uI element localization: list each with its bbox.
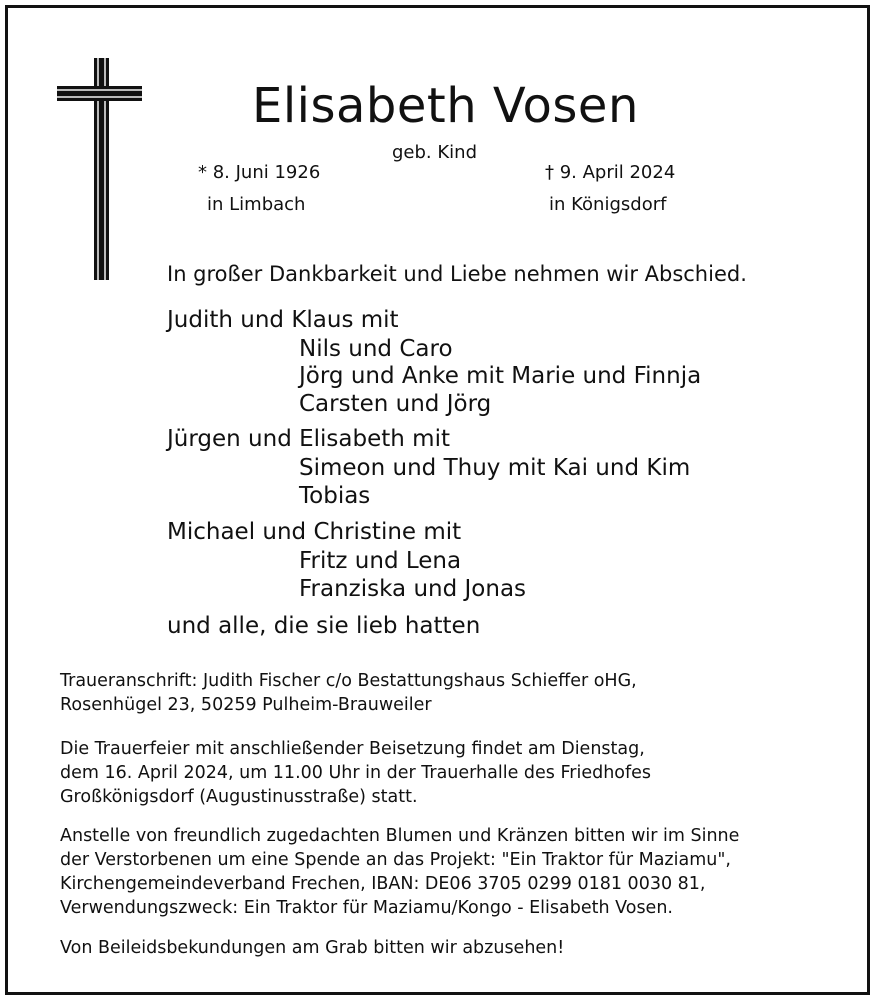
family-head: Judith und Klaus mit [167, 307, 399, 333]
ceremony-info [60, 737, 651, 809]
donation-line: Kirchengemeindeverband Frechen, IBAN: DE06 3705 0299 0181 0030 81, [60, 874, 706, 894]
donation-line: Anstelle von freundlich zugedachten Blumen und Kränzen bitten wir im Sinne [60, 826, 740, 846]
family-member: Jörg und Anke mit Marie und Finnja [299, 363, 702, 389]
ceremony-line: dem 16. April 2024, um 11.00 Uhr in der Trauerhalle des Friedhofes [60, 763, 652, 783]
family-member: Nils und Caro [299, 336, 453, 362]
deceased-name: Elisabeth Vosen [252, 78, 639, 134]
family-member: Carsten und Jörg [299, 391, 492, 417]
donation-info [60, 824, 739, 920]
ceremony-line: Die Trauerfeier mit anschließender Beisetzung findet am Dienstag, [60, 739, 645, 759]
address-line: Rosenhügel 23, 50259 Pulheim-Brauweiler [60, 695, 432, 715]
mourning-address [60, 669, 637, 717]
donation-line: Verwendungszweck: Ein Traktor für Maziamu/Kongo - Elisabeth Vosen. [60, 898, 673, 918]
family-member: Fritz und Lena [299, 548, 462, 574]
donation-line: der Verstorbenen um eine Spende an das Projekt: "Ein Traktor für Maziamu", [60, 850, 731, 870]
ceremony-line: Großkönigsdorf (Augustinusstraße) statt. [60, 787, 418, 807]
family-member: Franziska und Jonas [299, 576, 527, 602]
condolence-note: Von Beileidsbekundungen am Grab bitten wir abzusehen! [60, 938, 565, 958]
birth-place: in Limbach [207, 194, 306, 215]
family-head: Jürgen und Elisabeth mit [167, 426, 450, 452]
birth-date: * 8. Juni 1926 [198, 162, 321, 183]
family-member: Simeon und Thuy mit Kai und Kim [299, 455, 691, 481]
death-place: in Königsdorf [549, 194, 667, 215]
family-head: Michael und Christine mit [167, 519, 462, 545]
family-closing: und alle, die sie lieb hatten [167, 613, 481, 639]
death-date: † 9. April 2024 [545, 162, 676, 183]
address-line: Traueranschrift: Judith Fischer c/o Bestattungshaus Schieffer oHG, [60, 671, 637, 691]
birth-name: geb. Kind [392, 142, 478, 163]
family-member: Tobias [299, 483, 371, 509]
farewell-intro: In großer Dankbarkeit und Liebe nehmen wir Abschied. [167, 262, 747, 286]
